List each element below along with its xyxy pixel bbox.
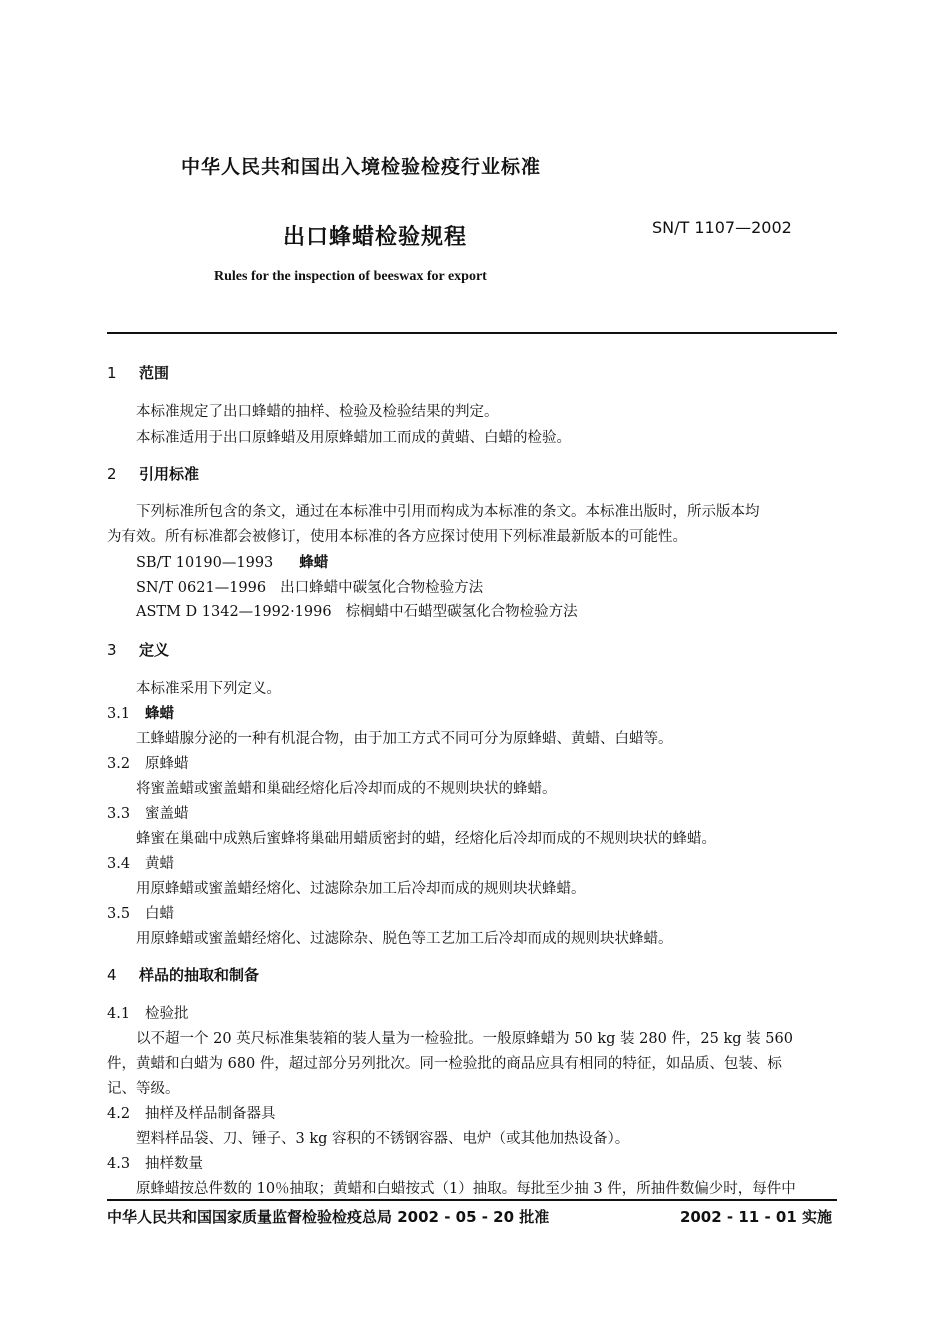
reference-code: ASTM D 1342—1992·1996 bbox=[136, 604, 332, 620]
section-2-heading bbox=[107, 463, 199, 484]
paragraph: 以不超一个 20 英尺标准集装箱的装人量为一检验批。一般原蜂蜡为 50 kg 装 280 件，25 kg 装 560 bbox=[136, 1031, 793, 1047]
definition-term: 蜜盖蜡 bbox=[145, 806, 189, 822]
definition-number: 3.2 bbox=[107, 756, 131, 772]
definition-heading bbox=[107, 702, 174, 723]
section-number: 3 bbox=[107, 641, 117, 659]
section-3-heading bbox=[107, 639, 169, 660]
definition-text: 将蜜盖蜡或蜜盖蜡和巢础经熔化后冷却而成的不规则块状的蜂蜡。 bbox=[136, 781, 557, 797]
reference-name: 蜂蜡 bbox=[299, 555, 329, 571]
definition-number: 3.5 bbox=[107, 906, 131, 922]
section-4-heading bbox=[107, 964, 259, 985]
definition-text: 蜂蜜在巢础中成熟后蜜蜂将巢础用蜡质密封的蜡，经熔化后冷却而成的不规则块状的蜂蜡。 bbox=[136, 831, 716, 847]
paragraph: 塑料样品袋、刀、锤子、3 kg 容积的不锈钢容器、电炉（或其他加热设备）。 bbox=[136, 1131, 630, 1147]
paragraph: 下列标准所包含的条文，通过在本标准中引用而构成为本标准的条文。本标准出版时，所示版本均 bbox=[136, 504, 760, 520]
subsection-number: 4.2 bbox=[107, 1106, 131, 1122]
subsection-term: 抽样数量 bbox=[145, 1156, 203, 1172]
subsection-heading bbox=[107, 1152, 203, 1173]
paragraph: 为有效。所有标准都会被修订，使用本标准的各方应探讨使用下列标准最新版本的可能性。 bbox=[107, 529, 687, 545]
reference-item bbox=[136, 551, 328, 572]
document-title: 出口蜂蜡检验规程 bbox=[283, 225, 468, 250]
reference-name: 出口蜂蜡中碳氢化合物检验方法 bbox=[280, 580, 484, 596]
subsection-number: 4.3 bbox=[107, 1156, 131, 1172]
definition-heading bbox=[107, 852, 174, 873]
paragraph: 件，黄蜡和白蜡为 680 件，超过部分另列批次。同一检验批的商品应具有相同的特征，如品质、包装、标 bbox=[107, 1056, 782, 1072]
section-title: 引用标准 bbox=[139, 465, 200, 483]
org-standard-title: 中华人民共和国出入境检验检疫行业标准 bbox=[181, 156, 542, 178]
definition-term: 原蜂蜡 bbox=[145, 756, 189, 772]
reference-name: 棕榈蜡中石蜡型碳氢化合物检验方法 bbox=[345, 604, 578, 620]
footer-rule bbox=[107, 1199, 837, 1201]
section-title: 定义 bbox=[139, 641, 170, 659]
section-title: 样品的抽取和制备 bbox=[139, 966, 260, 984]
definition-term: 蜂蜡 bbox=[145, 706, 174, 722]
header-rule bbox=[107, 332, 837, 334]
definition-heading bbox=[107, 802, 189, 823]
paragraph: 本标准适用于出口原蜂蜡及用原蜂蜡加工而成的黄蜡、白蜡的检验。 bbox=[136, 430, 571, 446]
definition-term: 黄蜡 bbox=[145, 856, 174, 872]
definition-heading bbox=[107, 902, 174, 923]
definition-text: 用原蜂蜡或蜜盖蜡经熔化、过滤除杂加工后冷却而成的规则块状蜂蜡。 bbox=[136, 881, 586, 897]
paragraph: 记、等级。 bbox=[107, 1081, 180, 1097]
subsection-term: 检验批 bbox=[145, 1006, 189, 1022]
effective-date: 2002 - 11 - 01 实施 bbox=[679, 1208, 832, 1226]
reference-item bbox=[136, 576, 483, 597]
reference-item bbox=[136, 600, 578, 621]
subsection-number: 4.1 bbox=[107, 1006, 131, 1022]
subsection-term: 抽样及样品制备器具 bbox=[145, 1106, 276, 1122]
paragraph: 本标准规定了出口蜂蜡的抽样、检验及检验结果的判定。 bbox=[136, 404, 499, 420]
definition-number: 3.3 bbox=[107, 806, 131, 822]
english-title: Rules for the inspection of beeswax for export bbox=[214, 269, 487, 284]
paragraph: 本标准采用下列定义。 bbox=[136, 681, 281, 697]
section-number: 2 bbox=[107, 465, 117, 483]
definition-text: 用原蜂蜡或蜜盖蜡经熔化、过滤除杂、脱色等工艺加工后冷却而成的规则块状蜂蜡。 bbox=[136, 931, 673, 947]
approval-line: 中华人民共和国国家质量监督检验检疫总局 2002 - 05 - 20 批准 bbox=[107, 1208, 550, 1226]
section-1-heading bbox=[107, 362, 169, 383]
standard-code: SN/T 1107—2002 bbox=[652, 218, 792, 237]
section-number: 4 bbox=[107, 966, 117, 984]
section-title: 范围 bbox=[139, 364, 170, 382]
reference-code: SB/T 10190—1993 bbox=[136, 555, 274, 571]
definition-text: 工蜂蜡腺分泌的一种有机混合物，由于加工方式不同可分为原蜂蜡、黄蜡、白蜡等。 bbox=[136, 731, 673, 747]
definition-number: 3.4 bbox=[107, 856, 131, 872]
definition-heading bbox=[107, 752, 189, 773]
paragraph: 原蜂蜡按总件数的 10％抽取；黄蜡和白蜡按式（1）抽取。每批至少抽 3 件，所抽件数偏少时，每件中 bbox=[136, 1181, 796, 1197]
definition-term: 白蜡 bbox=[145, 906, 174, 922]
subsection-heading bbox=[107, 1002, 189, 1023]
subsection-heading bbox=[107, 1102, 276, 1123]
section-number: 1 bbox=[107, 364, 117, 382]
reference-code: SN/T 0621—1996 bbox=[136, 580, 267, 596]
definition-number: 3.1 bbox=[107, 706, 131, 722]
